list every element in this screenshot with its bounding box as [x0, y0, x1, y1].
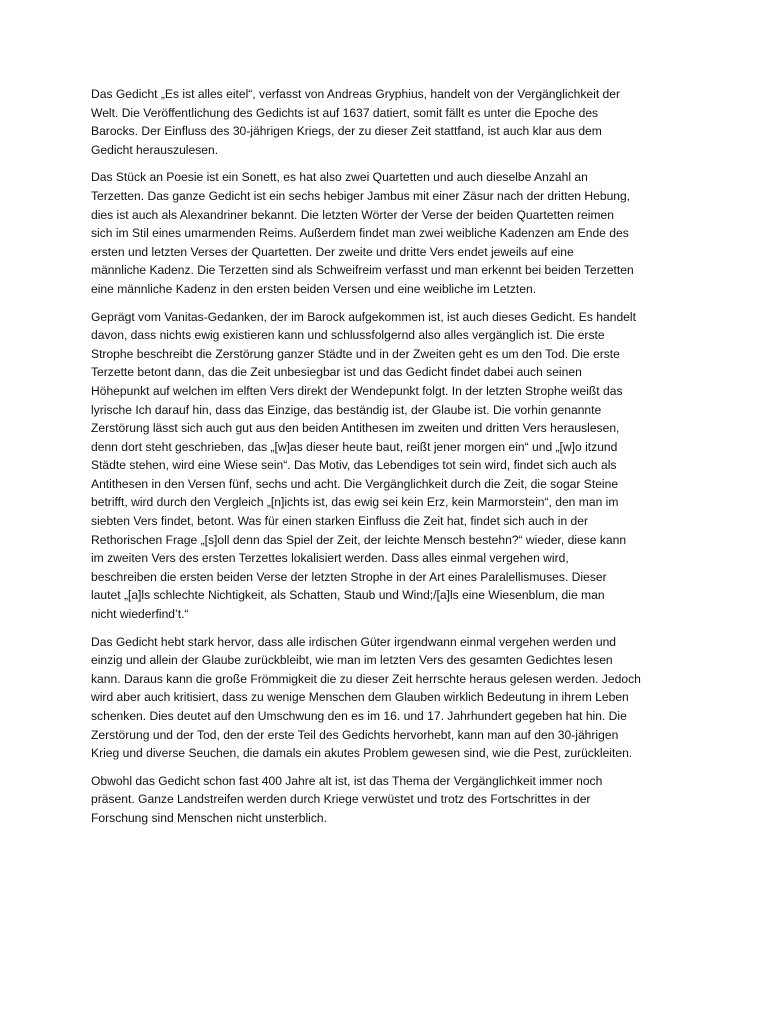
text-line: Krieg und diverse Seuchen, die damals ein akutes Problem gewesen sind, wie die Pest, zurückleiten. — [91, 746, 633, 761]
text-line: Rethorischen Frage „[s]oll denn das Spiel der Zeit, der leichte Mensch bestehn?“ wieder, diese kann — [91, 532, 627, 547]
text-line: Welt. Die Veröffentlichung des Gedichts ist auf 1637 datiert, somit fällt es unter die Epoche des — [91, 105, 599, 120]
text-line: Terzette betont dann, das die Zeit unbesiegbar ist und das Gedicht findet dabei auch seinen — [91, 365, 582, 380]
paragraph-interpretation — [91, 633, 691, 763]
text-line: Obwohl das Gedicht schon fast 400 Jahre alt ist, ist das Thema der Vergänglichkeit immer noch — [91, 773, 603, 788]
text-line: Das Stück an Poesie ist ein Sonett, es hat also zwei Quartetten und auch dieselbe Anzahl an — [91, 170, 588, 185]
text-line: sich im Stil eines umarmenden Reims. Außerdem findet man zwei weibliche Kadenzen am Ende des — [91, 226, 629, 241]
text-line: Das Gedicht hebt stark hervor, dass alle irdischen Güter irgendwann einmal vergehen werden und — [91, 634, 617, 649]
paragraph-conclusion — [91, 772, 691, 828]
text-line: betrifft, wird durch den Vergleich „[n]ichts ist, das ewig sei kein Erz, kein Marmorstein“, den man im — [91, 495, 619, 510]
text-line: im zweiten Vers des ersten Terzettes lokalisiert werden. Dass alles einmal vergehen wird, — [91, 551, 569, 566]
text-line: Höhepunkt auf welchen im elften Vers direkt der Wendepunkt folgt. In der letzten Strophe weißt das — [91, 383, 623, 398]
text-line: siebten Vers findet, betont. Was für einen starken Einfluss die Zeit hat, findet sich auch in der — [91, 514, 589, 529]
text-line: lyrische Ich darauf hin, dass das Einzige, das beständig ist, der Glaube ist. Die vorhin genannte — [91, 402, 602, 417]
text-line: Terzetten. Das ganze Gedicht ist ein sechs hebiger Jambus mit einer Zäsur nach der dritten Hebung, — [91, 188, 631, 203]
paragraph-content-analysis — [91, 308, 691, 624]
text-line: Barocks. Der Einfluss des 30-jährigen Kriegs, der zu dieser Zeit stattfand, ist auch klar aus dem — [91, 124, 602, 139]
text-line: davon, dass nichts ewig existieren kann und schlussfolgernd also alles vergänglich ist. Die erste — [91, 328, 605, 343]
text-line: lautet „[a]ls schlechte Nichtigkeit, als Schatten, Staub und Wind;/[a]ls eine Wiesenblum, die man — [91, 588, 605, 603]
text-line: Zerstörung lässt sich auch gut aus den beiden Antithesen im zweiten und dritten Vers herauslesen, — [91, 421, 620, 436]
text-line: eine männliche Kadenz in den ersten beiden Versen und eine weibliche im Letzten. — [91, 281, 537, 296]
text-line: einzig und allein der Glaube zurückbleibt, wie man im letzten Vers des gesamten Gedichtes lesen — [91, 653, 613, 668]
text-line: Das Gedicht „Es ist alles eitel“, verfasst von Andreas Gryphius, handelt von der Vergänglichkeit der — [91, 87, 621, 101]
text-line: Städte stehen, wird eine Wiese sein“. Das Motiv, das Lebendiges tot sein wird, findet sich auch als — [91, 458, 617, 473]
paragraph-introduction — [91, 85, 691, 159]
text-line: Gedicht herauszulesen. — [91, 142, 219, 157]
text-line: Strophe beschreibt die Zerstörung ganzer Städte und in der Zweiten geht es um den Tod. Die erste — [91, 346, 620, 361]
text-line: männliche Kadenz. Die Terzetten sind als Schweifreim verfasst und man erkennt bei beiden Terzetten — [91, 263, 634, 278]
document-page — [91, 85, 691, 837]
text-line: Antithesen in den Versen fünf, sechs und acht. Die Vergänglichkeit durch die Zeit, die sogar Steine — [91, 476, 619, 491]
text-line: Zerstörung und der Tod, den der erste Teil des Gedichts hervorhebt, kann man auf den 30-jährigen — [91, 727, 619, 742]
text-line: dies ist auch als Alexandriner bekannt. Die letzten Wörter der Verse der beiden Quartetten reimen — [91, 207, 615, 222]
paragraph-form-analysis — [91, 168, 691, 298]
text-line: kann. Daraus kann die große Frömmigkeit die zu dieser Zeit herrschte heraus gelesen werden. Jedoch — [91, 671, 641, 686]
text-line: präsent. Ganze Landstreifen werden durch Kriege verwüstet und trotz des Fortschrittes in der — [91, 792, 591, 807]
text-line: wird aber auch kritisiert, dass zu wenige Menschen dem Glauben wirklich Bedeutung in ihrem Leben — [91, 690, 629, 705]
text-line: Forschung sind Menschen nicht unsterblich. — [91, 810, 327, 825]
text-line: denn dort steht geschrieben, das „[w]as dieser heute baut, reißt jener morgen ein“ und „[w]o itzund — [91, 439, 618, 454]
text-line: nicht wiederfind’t.“ — [91, 607, 189, 622]
text-line: ersten und letzten Verses der Quartetten. Der zweite und dritte Vers endet jeweils auf eine — [91, 244, 574, 259]
text-line: Geprägt vom Vanitas-Gedanken, der im Barock aufgekommen ist, ist auch dieses Gedicht. Es handelt — [91, 309, 636, 324]
text-line: schenken. Dies deutet auf den Umschwung den es im 16. und 17. Jahrhundert gegeben hat hin. Die — [91, 709, 627, 723]
text-line: beschreiben die ersten beiden Verse der letzten Strophe in der Art eines Paralellismuses. Dieser — [91, 569, 607, 584]
